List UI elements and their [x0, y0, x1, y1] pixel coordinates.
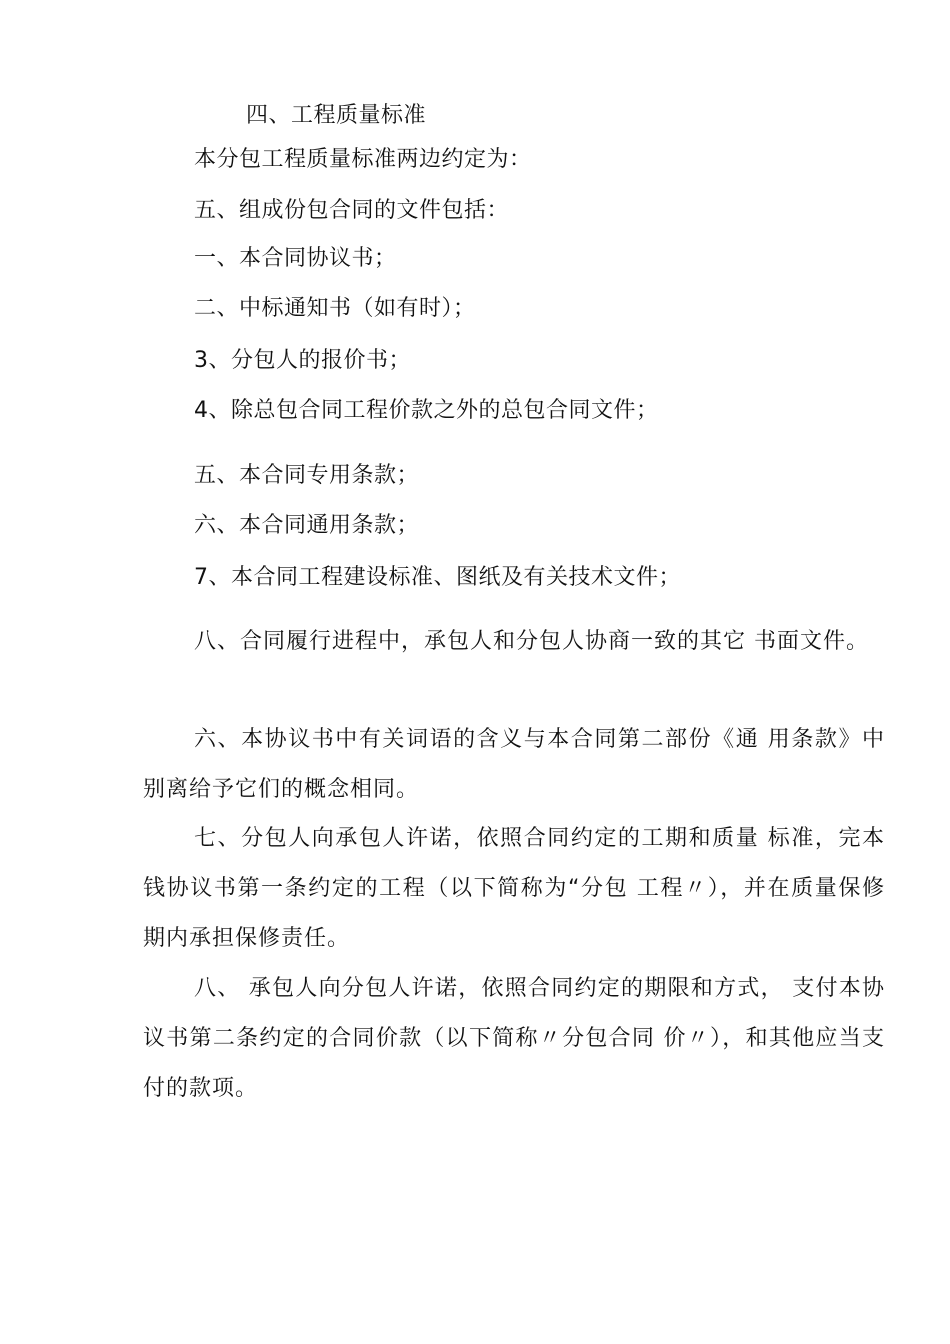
- contract-documents-intro: 五、组成份包合同的文件包括：: [194, 198, 510, 223]
- list-item: 一、本合同协议书；: [194, 246, 397, 271]
- list-item: 五、本合同专用条款；: [194, 463, 420, 488]
- section-heading-quality: 四、工程质量标准: [246, 103, 427, 128]
- paragraph: 七、分包人向承包人许诺，依照合同约定的工期和质量 标准，完本钱协议书第一条约定的工程（以下简称为“分包 工程〃），并在质量保修期内承担保修责任。: [143, 826, 885, 951]
- paragraph: 八、 承包人向分包人许诺，依照合同约定的期限和方式， 支付本协议书第二条约定的合同价款（以下简称〃分包合同 价〃），和其他应当支付的款项。: [143, 976, 885, 1101]
- list-item: 7、本合同工程建设标准、图纸及有关技术文件；: [194, 565, 681, 590]
- list-item: 4、除总包合同工程价款之外的总包合同文件；: [194, 398, 659, 423]
- list-item: 六、本合同通用条款；: [194, 513, 420, 538]
- paragraph: 六、本协议书中有关词语的含义与本合同第二部份《通 用条款》中别离给予它们的概念相同。: [143, 727, 885, 802]
- list-item: 3、分包人的报价书；: [194, 348, 411, 373]
- paragraph: 八、合同履行进程中，承包人和分包人协商一致的其它 书面文件。: [194, 629, 869, 654]
- quality-standard-line: 本分包工程质量标准两边约定为：: [194, 147, 532, 172]
- list-item: 二、中标通知书（如有时）；: [194, 296, 476, 321]
